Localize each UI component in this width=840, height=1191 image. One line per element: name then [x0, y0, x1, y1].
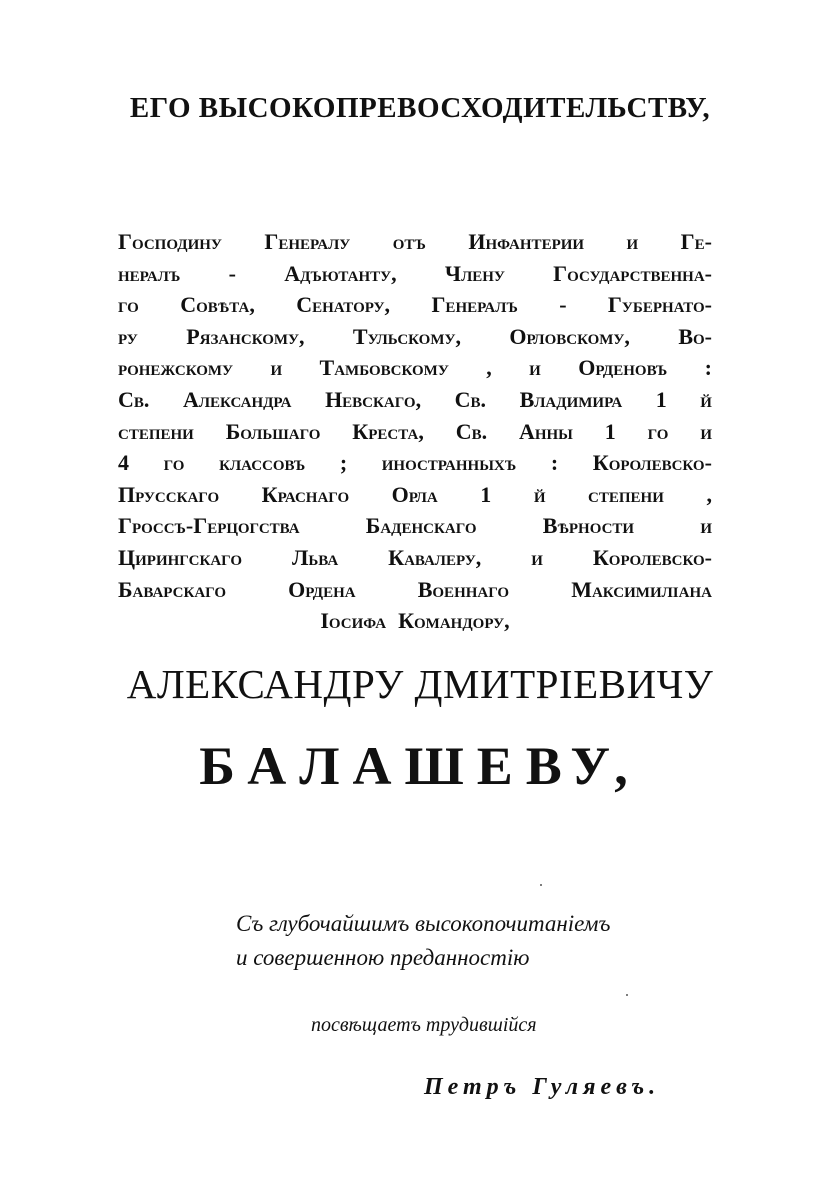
title-word: Члену [444, 260, 505, 286]
title-word: Сенатору, [296, 292, 391, 318]
title-word: Св. [454, 386, 487, 412]
title-word: : [550, 450, 559, 476]
title-line [118, 416, 712, 448]
title-word: отъ [392, 229, 426, 254]
title-word: Тамбовскому [319, 355, 449, 381]
title-word: Тульскому, [352, 323, 462, 349]
title-line [118, 542, 712, 574]
title-word: Льва [291, 544, 339, 570]
title-word: Орла [391, 481, 438, 507]
title-word: Св. [455, 418, 488, 444]
title-word: го [118, 292, 139, 318]
title-word: и [626, 229, 639, 254]
title-word: - [559, 292, 567, 318]
dedication-line-2: и совершенною преданностію [236, 945, 530, 970]
title-word: 1 [480, 481, 492, 507]
recipient-given-name: АЛЕКСАНДРУ ДМИТРІЕВИЧУ [126, 661, 714, 707]
title-word: Во- [678, 323, 712, 349]
title-word: Командору, [398, 608, 510, 634]
title-word: Губернато- [607, 292, 712, 318]
title-word: и [700, 513, 712, 539]
title-word: Инфантерии [468, 229, 585, 254]
title-word: го [647, 418, 669, 444]
title-word: и [270, 355, 283, 381]
recipient-surname: БАЛАШЕВУ, [199, 736, 641, 796]
title-line [118, 574, 712, 606]
author-signature: Петръ Гуляевъ. [424, 1074, 661, 1100]
title-line [118, 447, 712, 479]
title-word: Анны [518, 418, 573, 444]
title-word: ронежскому [118, 355, 234, 381]
title-word: степени [588, 481, 664, 507]
title-word: 1 [655, 386, 667, 412]
title-line [118, 258, 712, 290]
paper-speck [626, 994, 628, 996]
title-word: Совѣта, [180, 292, 255, 318]
title-word: и [529, 355, 541, 381]
title-word: : [704, 355, 712, 381]
title-line [118, 605, 712, 637]
title-word: классовъ [219, 450, 306, 476]
title-word: Господину [118, 229, 222, 254]
title-word: Прусскаго [118, 481, 220, 507]
title-word: Цирингскаго [118, 544, 243, 570]
title-line [118, 510, 712, 542]
title-word: ; [339, 450, 348, 476]
title-word: Владимира [519, 386, 623, 412]
dedication-phrase [236, 907, 610, 975]
title-word: й [700, 386, 712, 412]
title-word: Максимиліана [571, 576, 712, 602]
title-word: Королевско- [592, 544, 712, 570]
dedication-line-1: Съ глубочайшимъ высокопочитаніемъ [236, 911, 611, 936]
title-word: Іосифа [320, 608, 387, 634]
title-word: и [700, 418, 712, 444]
devotes-line: посвѣщаетъ трудившійся [311, 1014, 537, 1036]
title-line [118, 226, 712, 258]
dedication-heading: ЕГО ВЫСОКОПРЕВОСХОДИТЕЛЬСТВУ, [129, 92, 711, 124]
title-word: Орденовъ [578, 355, 668, 381]
title-word: 1 [604, 418, 616, 444]
title-word: Креста, [352, 418, 424, 444]
title-word: Большаго [225, 418, 321, 444]
title-line [118, 321, 712, 353]
title-word: Ге- [680, 229, 712, 254]
title-word: Королевско- [592, 450, 712, 476]
title-word: Александра [182, 386, 292, 412]
title-word: ру [118, 323, 138, 349]
title-line [118, 289, 712, 321]
title-word: 4 [118, 450, 129, 476]
title-word: й [533, 481, 546, 507]
title-word: го [163, 450, 185, 476]
title-word: , [706, 481, 712, 507]
title-word: Ордена [288, 576, 356, 602]
title-word: Вѣрности [542, 513, 635, 539]
title-word: - [228, 260, 236, 286]
title-word: , [486, 355, 492, 381]
title-word: Военнаго [417, 576, 510, 602]
title-line [118, 352, 712, 384]
title-word: Адъютанту, [284, 260, 397, 286]
title-word: и [531, 544, 543, 570]
title-word: степени [118, 418, 194, 444]
title-word: Краснаго [261, 481, 350, 507]
title-word: Гроссъ-Герцогства [118, 513, 300, 539]
title-word: Рязанскому, [186, 323, 305, 349]
title-word: Государственна- [553, 260, 712, 286]
honorific-titles-block [118, 226, 712, 637]
title-word: Невскаго, [325, 386, 422, 412]
title-word: Кавалеру, [388, 544, 482, 570]
title-word: нералъ [118, 260, 181, 286]
title-word: Генералу [264, 229, 351, 254]
title-word: Баденскаго [365, 513, 477, 539]
title-word: Баварскаго [118, 576, 226, 602]
paper-speck [540, 884, 542, 886]
title-word: иностранныхъ [381, 450, 517, 476]
title-word: Орловскому, [509, 323, 630, 349]
title-word: Св. [118, 386, 150, 412]
title-line [118, 479, 712, 511]
title-word: Генералъ [431, 292, 518, 318]
title-line [118, 384, 712, 416]
